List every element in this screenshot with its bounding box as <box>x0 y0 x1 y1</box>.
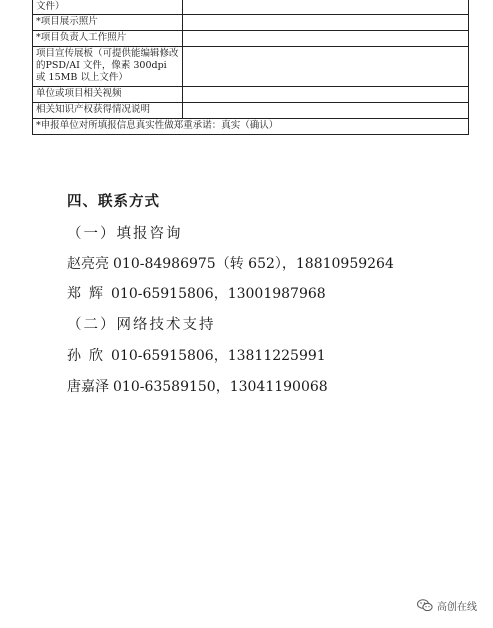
contact-name: 赵亮亮 <box>67 256 109 272</box>
watermark-text: 高创在线 <box>437 602 477 613</box>
table-row <box>33 87 469 103</box>
subsection-inquiry-title: （一）填报咨询 <box>67 226 183 242</box>
contact-name: 孙欣 <box>67 348 111 364</box>
row-value <box>183 0 469 15</box>
row-label: 项目宣传展板（可提供能编辑修改的PSD/AI 文件，像素 300dpi 或 15MB 以上文件） <box>33 47 183 87</box>
declaration-row <box>33 119 469 135</box>
contact-phone: 010-65915806，13811225991 <box>111 348 326 364</box>
watermark <box>417 598 477 613</box>
row-label: 相关知识产权获得情况说明 <box>33 103 183 119</box>
contact-name: 唐嘉泽 <box>67 379 109 395</box>
contact-line <box>67 345 326 365</box>
row-value <box>183 87 469 103</box>
row-value <box>183 15 469 31</box>
application-materials-table <box>32 0 469 135</box>
contact-line <box>67 376 328 396</box>
row-label: *项目负责人工作照片 <box>33 31 183 47</box>
subsection-tech-support-title: （二）网络技术支持 <box>67 317 216 333</box>
contact-phone: 010-65915806，13001987968 <box>111 286 326 302</box>
table-row <box>33 31 469 47</box>
contact-name: 郑辉 <box>67 286 111 302</box>
table-row <box>33 103 469 119</box>
table-row <box>33 47 469 87</box>
row-value <box>183 103 469 119</box>
contact-line <box>67 283 326 303</box>
row-label: 文件） <box>33 0 183 15</box>
contact-line <box>67 253 394 273</box>
row-value <box>183 31 469 47</box>
wechat-icon <box>417 599 433 612</box>
contact-phone: 010-84986975（转 652），18810959264 <box>113 256 394 272</box>
row-label: 单位或项目相关视频 <box>33 87 183 103</box>
table-row <box>33 15 469 31</box>
section-title: 四、联系方式 <box>67 194 160 210</box>
declaration-text: *申报单位对所填报信息真实性做郑重承诺：真实（确认） <box>33 119 469 135</box>
table-row <box>33 0 469 15</box>
contact-phone: 010-63589150，13041190068 <box>113 379 328 395</box>
row-label: *项目展示照片 <box>33 15 183 31</box>
row-value <box>183 47 469 87</box>
